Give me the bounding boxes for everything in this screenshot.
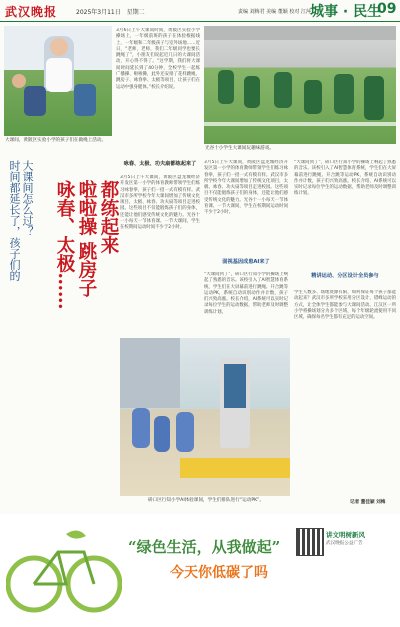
section-2-text: “大课间到了”，硚口区行知小学的操场上响起了熟悉的音乐。该校引入了AI智慧体育系统，学生们在大屏幕前进行跳绳、开合跳等运动PK，系统自动识别动作并计数，孩子们兴致高涨。校长介绍，AI系统可以实时记录每位学生的运动数据，帮助老师及时调整训练计划。 [204,272,288,315]
public-service-ad [0,514,400,627]
photo-caption-top-left: 大课间，黄陂区实验小学的孩子们在做绳上活动。 [5,138,107,143]
subhead-3: 精讲运动、分区设计全员参与 [311,273,379,279]
subhead-1: 咏春、太极、功夫扇都练起来了 [123,161,197,167]
bicycle-icon [6,522,122,620]
publish-date [76,7,145,16]
page-header [0,0,400,22]
photo-bottom [120,338,290,496]
ad-qr-sublabel: 武汉晚报公益广告 [326,541,363,546]
header-rule [0,21,400,22]
ad-qr-label: 讲文明树新风 [326,531,365,539]
photo-top-left [4,26,112,136]
deck-col-1: 时间都延长了，孩子们的 [8,160,21,281]
section-title: 城事 · 民生 [310,4,382,20]
ad-slogan: “绿色生活，从我做起” [128,538,281,556]
headline-col-2: 啦啦操 跳房子 [76,180,97,298]
subhead-2: 弱视基因成患AI来了 [222,259,270,265]
ad-subslogan: 今天你低碳了吗 [170,565,268,581]
intro-text: 3月6日上午大课间时间，黄陂区实验小学操场上，一年级前班的孩子在体验根据线上，一年级和二年级孩子与室外场地……近日，“老师，老师，我们二年级同学也要长跳绳了”，小朋友们说起近几日的大课间活动，开心得不得了。“这学期，我们将大课间时间延长到了40分钟，全校学生一起练广播操、啦啦操，此外还安排了花样跳绳、跳房子、咏春拳、太极等项目，让孩子们在运动中强身健体。”校长介绍说。 [116,28,200,90]
photo-caption-top-right: 光谷十小学生大课间玩趣味游戏。 [205,146,274,151]
headline-col-1: 都练起来 [98,180,119,254]
column-3-text: “大课间到了”，硚口区行知小学的操场上响起了熟悉的音乐。该校引入了AI智慧体育系统，学生们在大屏幕前进行跳绳、开合跳等运动PK，系统自动识别动作并计数，孩子们兴致高涨。校长介绍，AI系统可以实时记录每位学生的运动数据，帮助老师及时调整训练计划。 [294,160,396,197]
deck-col-2: 大课间怎么过？ [21,160,34,237]
headline-block [4,160,120,506]
photo-caption-bottom: 硚口区行知小学AI体验课间，学生们排队进行“运动PK”。 [148,498,264,503]
column-2-text: 3月5日上午大课间，黄陂区盘龙城经济开发区第一小学的体育教师带领学生们练习咏春拳，孩子们一招一式有模有样。武汉市多所学校今年大课间增加了传统文化项目，太极、咏春、功夫扇等项目走进校园。这些项目不仅能锻炼孩子们的身体，还能让他们感受传统文化的魅力。光谷十一小每天一节体育课、一节大课间，学生在校期间运动时间不少于2小时。 [204,160,288,216]
photo-top-right [204,26,396,144]
headline-col-3: 咏春、太极…… [54,180,75,310]
editor-credits: 责编 刘梅君 美编 董颖 校对 江萍 [238,9,311,15]
section-1-text: 3月5日上午大课间，黄陂区盘龙城经济开发区第一小学的体育教师带领学生们练习咏春拳，孩子们一招一式有模有样。武汉市多所学校今年大课间增加了传统文化项目，太极、咏春、功夫扇等项目走进校园。这些项目不仅能锻炼孩子们的身体，还能让他们感受传统文化的魅力。光谷十一小每天一节体育课、一节大课间，学生在校期间运动时间不少于2小时。 [120,175,200,231]
section-3-text: 学生人数多、场地资源有限，如何保证每个孩子都能动起来？武汉市多所学校采用分区设计、错峰运动的方式，让全体学生都能参与大课间活动。江汉区一所小学将操场划分为多个区域，每个年级轮流使用不同区域，确保每名学生都有充足的运动空间。 [294,290,396,321]
page-number: 09 [377,1,397,17]
byline: 记者 董佳颖 刘梅 [350,500,386,505]
weekday-text: 星期二 [126,9,145,16]
masthead-logo: 武汉晚报 [5,5,58,19]
qr-code-icon [296,528,324,556]
date-text: 2025年3月11日 [76,9,121,16]
